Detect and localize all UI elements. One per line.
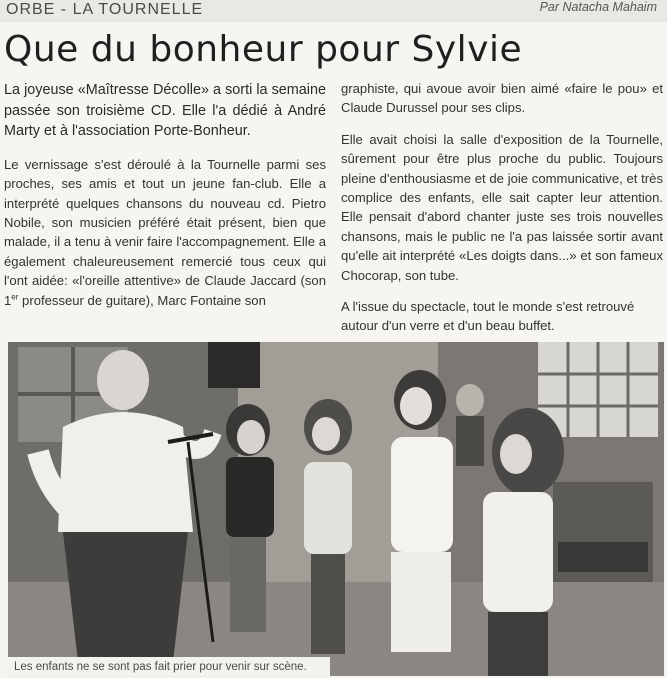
photo-caption: Les enfants ne se sont pas fait prier pour venir sur scène.: [8, 657, 330, 678]
ordinal-suffix: er: [11, 292, 19, 302]
body-paragraph: Elle avait choisi la salle d'exposition de la Tournelle, sûrement pour être plus proche du public. Toujours pleine d'enthousiasme et de joie communicative, et très complice des enfants, elle sait capter leur attention. Elle pensait d'abord chanter juste ses trois nouvelles chansons, mais le public ne l'a pas laissée sortir avant qu'elle ait interprété «Les doigts dans...» et son fameux Chocorap, son tube.: [341, 131, 663, 283]
body-paragraph: graphiste, qui avoue avoir bien aimé «faire le pou» et Claude Durussel pour ses clips.: [341, 81, 663, 116]
byline: Par Natacha Mahaim: [539, 0, 657, 14]
body-paragraph: [4, 155, 326, 310]
lead-paragraph: La joyeuse «Maîtresse Décolle» a sorti la semaine passée son troisième CD. Elle l'a dédié à André Marty et à l'association Porte-Bonheur.: [4, 82, 326, 140]
body-paragraph: A l'issue du spectacle, tout le monde s'est retrouvé autour d'un verre et d'un beau buffet.: [341, 299, 635, 334]
article-column-left: [4, 80, 326, 310]
article-photo: [8, 342, 664, 676]
article-lead: [4, 80, 326, 142]
article-title: Que du bonheur pour Sylvie: [4, 29, 523, 70]
header-bar: [0, 0, 667, 22]
article-column-right: [341, 79, 663, 336]
body-text: Le vernissage s'est déroulé à la Tournelle parmi ses proches, ses amis et tout un jeune fan-club. Elle a interprété quelques chansons du nouveau cd. Pietro Nobile, son musicien préféré était présent, bien que malade, il a tenu à venir faire l'accompagnement. Elle a également chaleureusement remercié tous ceux qui l'ont aidée: «l'oreille attentive» de Claude Jaccard (son 1: [4, 156, 326, 308]
body-text-continued: professeur de guitare), Marc Fontaine son: [18, 292, 266, 308]
section-label: ORBE - LA TOURNELLE: [6, 1, 204, 18]
